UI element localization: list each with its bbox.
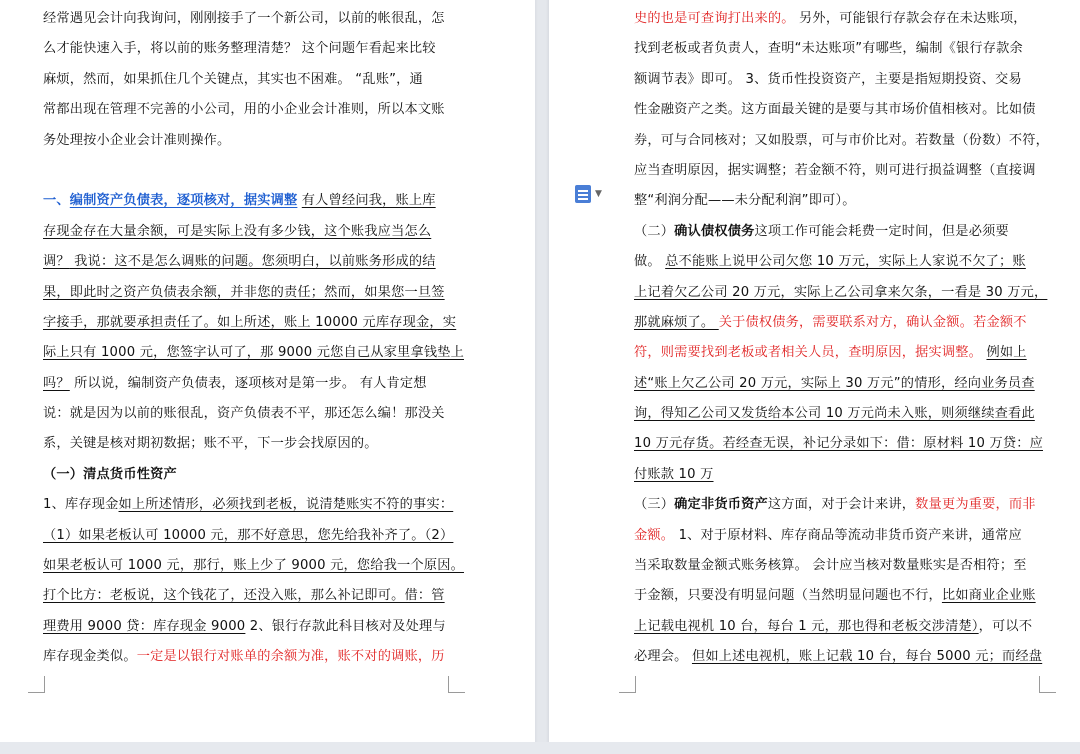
- text-run: 调？: [43, 254, 70, 270]
- text-run: 说：就是因为以前的账很乱，资产负债表不平，那还怎么编！那没关: [43, 406, 445, 422]
- page-corner-mark: [448, 676, 465, 693]
- document-icon: [575, 185, 591, 203]
- text-line: [43, 156, 451, 186]
- text-line: [43, 186, 451, 216]
- text-line: [634, 642, 1044, 672]
- text-run: 述“账上欠乙公司 20 万元，实际上 30 万元”的情形，经向业务员查: [634, 375, 1035, 391]
- text-run: 系，关键是核对期初数据；账不平，下一步会找原因的。: [43, 436, 378, 452]
- text-line: [43, 429, 451, 459]
- text-run: 整“利润分配——未分配利润”即可）。: [634, 193, 856, 209]
- document-page-1: [0, 0, 535, 742]
- text-run: 例如上: [986, 345, 1027, 361]
- text-line: [43, 460, 451, 490]
- page-corner-mark: [1039, 676, 1056, 693]
- text-line: [634, 95, 1044, 125]
- text-run: 打个比方：老板说，这个钱花了，还没入账，那么补记即可。借：管: [43, 588, 445, 604]
- text-run: 常都出现在管理不完善的小公司，用的小企业会计准则，所以本文账: [43, 102, 445, 118]
- text-run: 数量更为重要，而非: [915, 497, 1036, 513]
- text-run: 但如上述电视机，账上记载 10 台，每台 5000 元；而经盘: [691, 649, 1043, 665]
- text-line: [43, 278, 451, 308]
- text-run: 那就麻烦了。: [634, 314, 719, 330]
- text-run: 确认债权债务: [674, 223, 755, 239]
- text-run: 我说：这不是怎么调账的问题。您须明白，以前账务形成的结: [69, 254, 436, 270]
- text-line: [43, 4, 451, 34]
- page-corner-mark: [619, 676, 636, 693]
- text-run: 找到老板或者负责人，查明“未达账项”有哪些，编制《银行存款余: [634, 41, 1023, 57]
- text-line: [43, 65, 451, 95]
- text-run: 上记载电视机 10 台，每台 1 元，那也得和老板交涉清楚）: [634, 618, 979, 634]
- text-run: 应当查明原因，据实调整；若金额不符，则可进行损益调整（直接调: [634, 162, 1036, 178]
- text-line: [43, 521, 454, 551]
- text-line: [634, 308, 1044, 338]
- text-line: [634, 399, 1044, 429]
- text-run: 际上只有 1000 元，您签字认可了，那 9000 元您自己从家里拿钱垫上: [43, 345, 464, 361]
- text-run: 一定是以银行对账单的余额为准，账不对的调账，历: [136, 649, 445, 665]
- text-line: [634, 65, 1044, 95]
- text-run: （二）: [634, 223, 675, 239]
- paste-options-button[interactable]: [575, 183, 611, 205]
- text-run: 付账款 10 万: [634, 466, 714, 482]
- text-line: [43, 217, 451, 247]
- text-line: [634, 460, 1044, 490]
- text-line: [634, 186, 1044, 216]
- text-run: 询，得知乙公司又发货给本公司 10 万元尚未入账，则须继续查看此: [634, 406, 1035, 422]
- text-run: 符，则需要找到老板或者相关人员，查明原因，据实调整。: [634, 345, 983, 361]
- text-line: [634, 369, 1044, 399]
- text-line: [634, 429, 1044, 459]
- text-run: 确定非货币资产: [674, 497, 768, 513]
- text-run: 麻烦，然而，如果抓住几个关键点，其实也不困难。 “乱账”，通: [43, 71, 423, 87]
- text-run: 存现金存在大量余额，可是实际上没有多少钱，这个账我应当怎么: [43, 223, 432, 239]
- text-line: [43, 338, 464, 368]
- text-line: [43, 551, 464, 581]
- text-line: [634, 156, 1044, 186]
- text-line: [43, 95, 451, 125]
- text-line: [634, 490, 1044, 520]
- text-run: 券，可与合同核对；又如股票，可与市价比对。若数量（份数）不符，: [634, 132, 1050, 148]
- text-line: [43, 612, 451, 642]
- text-line: [43, 399, 451, 429]
- text-line: [43, 581, 451, 611]
- text-line: [634, 581, 1044, 611]
- text-line: [634, 4, 1044, 34]
- text-run: 总不能账上说甲公司欠您 10 万元，实际上人家说不欠了；账: [665, 254, 1026, 270]
- text-run: 吗？: [43, 375, 70, 391]
- text-run: （三）: [634, 497, 675, 513]
- text-line: [634, 278, 1048, 308]
- text-run: 10 万元存货。若经查无误，补记分录如下：借：原材料 10 万贷：应: [634, 436, 1043, 452]
- text-run: 做。: [634, 254, 666, 270]
- text-line: [43, 369, 451, 399]
- text-run: 必理会。: [634, 649, 692, 665]
- text-line: [43, 126, 451, 156]
- text-line: [43, 642, 451, 672]
- text-run: 性金融资产之类。这方面最关键的是要与其市场价值相核对。比如债: [634, 102, 1036, 118]
- page-gap: [535, 0, 549, 754]
- text-line: [634, 551, 1044, 581]
- text-line: [43, 247, 451, 277]
- text-run: （1）如果老板认可 10000 元，那不好意思，您先给我补齐了。（2）: [43, 527, 454, 543]
- text-run: 2、银行存款此科目核对及处理与: [245, 618, 446, 634]
- text-run: 关于债权债务，需要联系对方，确认金额。若金额不: [718, 314, 1027, 330]
- text-run: ，可以不: [978, 618, 1033, 634]
- text-run: 当采取数量金额式账务核算。 会计应当核对数量账实是否相符；至: [634, 558, 1027, 574]
- text-run: 务处理按小企业会计准则操作。: [43, 132, 231, 148]
- text-line: [634, 34, 1044, 64]
- text-run: 如果老板认可 1000 元，那行，账上少了 9000 元，您给我一个原因。: [43, 558, 464, 574]
- text-run: 上记着欠乙公司 20 万元，实际上乙公司拿来欠条，一看是 30 万元，: [634, 284, 1048, 300]
- text-run: 于金额，只要没有明显问题（当然明显问题也不行，: [634, 588, 942, 604]
- text-run: 编制资产负债表，逐项核对，据实调整: [69, 193, 298, 209]
- text-run: 史的也是可查询打出来的。: [634, 11, 795, 26]
- text-run: （一）清点货币性资产: [43, 466, 177, 482]
- document-page-2: [549, 0, 1080, 742]
- text-run: 比如商业企业账: [941, 588, 1036, 604]
- text-run: 金额。: [634, 527, 675, 543]
- text-run: 果，即此时之资产负债表余额，并非您的责任；然而，如果您一旦签: [43, 284, 445, 300]
- text-run: 这方面，对于会计来讲，: [767, 497, 916, 513]
- text-run: 么才能快速入手，将以前的账务整理清楚？ 这个问题乍看起来比较: [43, 41, 436, 57]
- text-line: [634, 247, 1044, 277]
- text-line: [634, 217, 1044, 247]
- text-run: 理费用 9000 贷：库存现金 9000: [43, 618, 246, 634]
- text-run: 这项工作可能会耗费一定时间，但是必须要: [754, 223, 1009, 239]
- page-corner-mark: [28, 676, 45, 693]
- page-2-text: [634, 4, 1050, 673]
- text-run: 如上所述情形，必须找到老板，说清楚账实不符的事实：: [118, 497, 454, 513]
- text-run: 库存现金类似。: [43, 649, 137, 665]
- text-run: 所以说，编制资产负债表，逐项核对是第一步。 有人肯定想: [69, 375, 427, 391]
- text-run: 1、库存现金: [43, 497, 119, 513]
- text-line: [43, 308, 457, 338]
- viewport-bottom-edge: [0, 742, 1080, 754]
- text-run: 有人曾经问我，账上库: [301, 193, 436, 209]
- text-line: [634, 126, 1050, 156]
- text-line: [634, 521, 1044, 551]
- text-run: 一、: [43, 193, 70, 209]
- text-line: [43, 490, 454, 520]
- text-run: 经常遇见会计向我询问，刚刚接手了一个新公司，以前的帐很乱，怎: [43, 11, 445, 26]
- text-run: 额调节表》即可。 3、货币性投资资产，主要是指短期投资、交易: [634, 71, 1022, 87]
- text-run: 1、对于原材料、库存商品等流动非货币资产来讲，通常应: [674, 527, 1022, 543]
- text-line: [43, 34, 451, 64]
- text-line: [634, 612, 1044, 642]
- page-1-text: [43, 4, 464, 673]
- text-run: 另外，可能银行存款会存在未达账项，: [794, 11, 1027, 26]
- text-line: [634, 338, 1044, 368]
- chevron-down-icon: ▼: [595, 189, 602, 199]
- text-run: 字接手，那就要承担责任了。如上所述，账上 10000 元库存现金，实: [43, 314, 457, 330]
